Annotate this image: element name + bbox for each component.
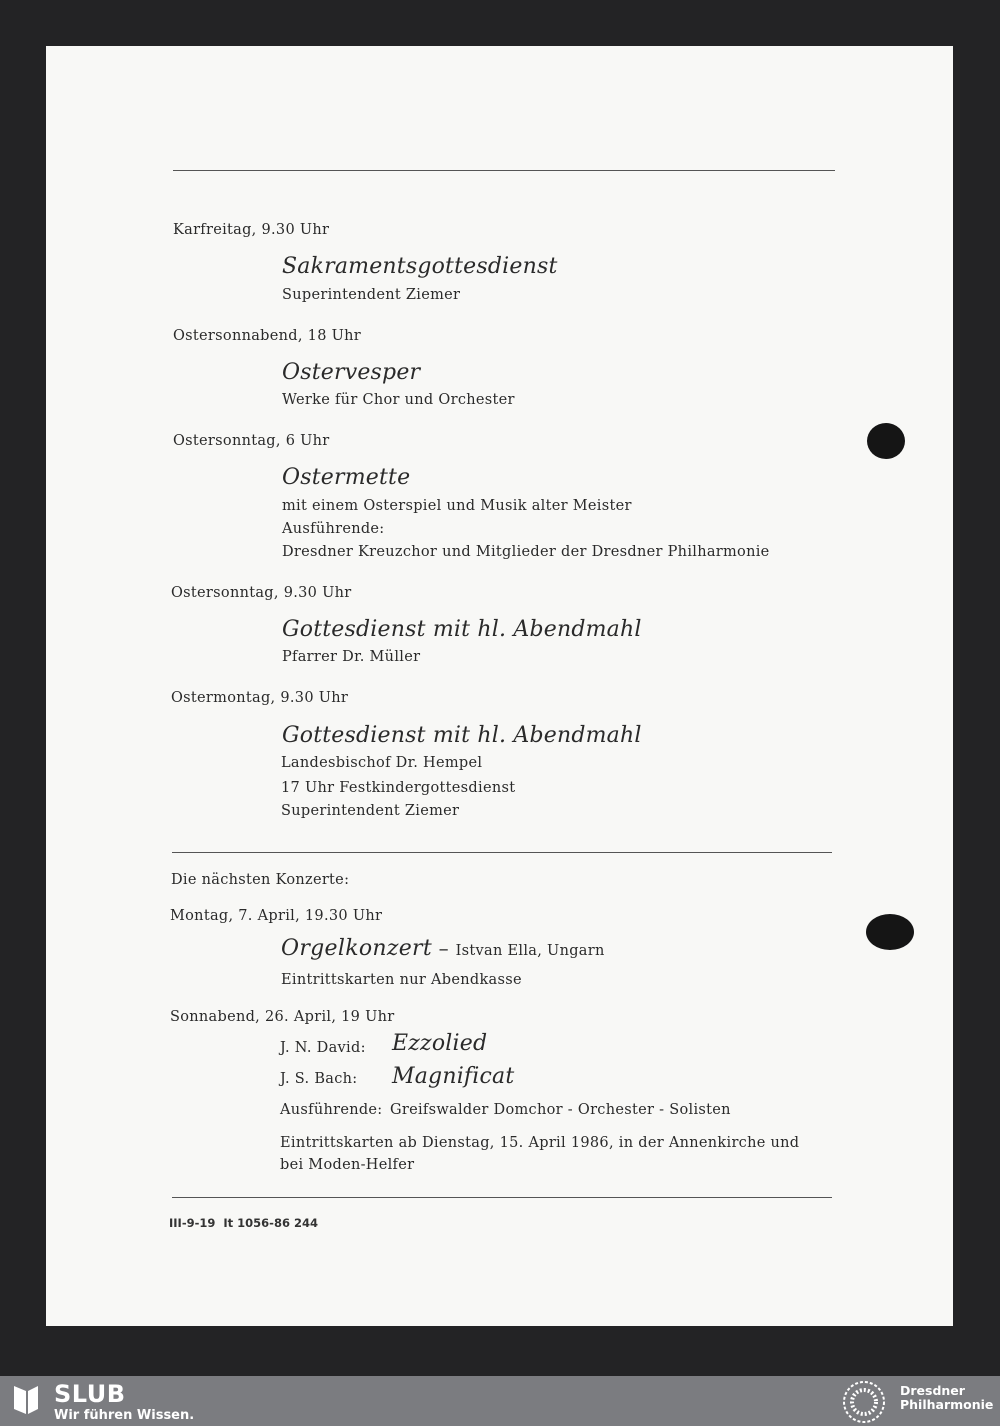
middle-rule [172,852,832,853]
event-title: Gottesdienst mit hl. Abendmahl [282,617,642,642]
partner-line-2: Philharmonie [900,1397,994,1412]
event-date: Ostersonntag, 9.30 Uhr [171,585,352,601]
slub-book-icon [12,1382,40,1416]
event-title: Ostermette [282,465,411,490]
concert-performer: Istvan Ella, Ungarn [455,943,605,959]
dresdner-philharmonie-logo[interactable] [842,1380,886,1424]
event-date: Karfreitag, 9.30 Uhr [173,222,330,238]
top-rule [173,170,835,171]
event-line: mit einem Osterspiel und Musik alter Meister [282,498,632,514]
event-line: Werke für Chor und Orchester [282,392,515,408]
event-line: Pfarrer Dr. Müller [282,649,421,665]
event-line: Landesbischof Dr. Hempel [281,755,483,771]
concert-note: Eintrittskarten nur Abendkasse [281,972,522,988]
concert-title: Orgelkonzert [281,936,433,961]
concert-dash: – [432,936,456,960]
event-line: Dresdner Kreuzchor und Mitglieder der Dresdner Philharmonie [282,544,770,560]
event-title: Gottesdienst mit hl. Abendmahl [282,723,642,748]
performers: Greifswalder Domchor - Orchester - Solisten [390,1102,731,1118]
work-composer: J. S. Bach: [280,1071,358,1087]
performers-label: Ausführende: [280,1102,383,1118]
partner-name [900,1384,993,1412]
event-title: Ostervesper [282,360,421,385]
event-line: Ausführende: [282,521,385,537]
print-code: III-9-19 It 1056-86 244 [169,1216,318,1230]
tickets-line-1: Eintrittskarten ab Dienstag, 15. April 1986, in der Annenkirche und [280,1135,800,1151]
work-composer: J. N. David: [280,1040,366,1056]
work-title: Magnificat [392,1064,515,1089]
footer-bar [0,1376,1000,1426]
tickets-line-2: bei Moden-Helfer [280,1157,415,1173]
concert-title-line [281,936,605,961]
event-title: Sakramentsgottesdienst [282,254,558,279]
concerts-heading: Die nächsten Konzerte: [171,872,350,888]
concert-date: Sonnabend, 26. April, 19 Uhr [170,1009,395,1025]
bottom-rule [172,1197,832,1198]
work-title: Ezzolied [392,1031,488,1056]
event-date: Ostersonnabend, 18 Uhr [173,328,362,344]
concert-date: Montag, 7. April, 19.30 Uhr [170,908,383,924]
event-date: Ostermontag, 9.30 Uhr [171,690,349,706]
partner-line-1: Dresdner [900,1383,965,1398]
punch-hole-bottom [866,914,914,950]
slub-tagline: Wir führen Wissen. [54,1408,195,1423]
event-line: 17 Uhr Festkindergottesdienst [281,780,516,796]
document-page [46,46,953,1326]
punch-hole-top [867,423,905,459]
event-line: Superintendent Ziemer [281,803,460,819]
slub-name[interactable]: SLUB [54,1380,126,1408]
event-date: Ostersonntag, 6 Uhr [173,433,330,449]
event-line: Superintendent Ziemer [282,287,461,303]
